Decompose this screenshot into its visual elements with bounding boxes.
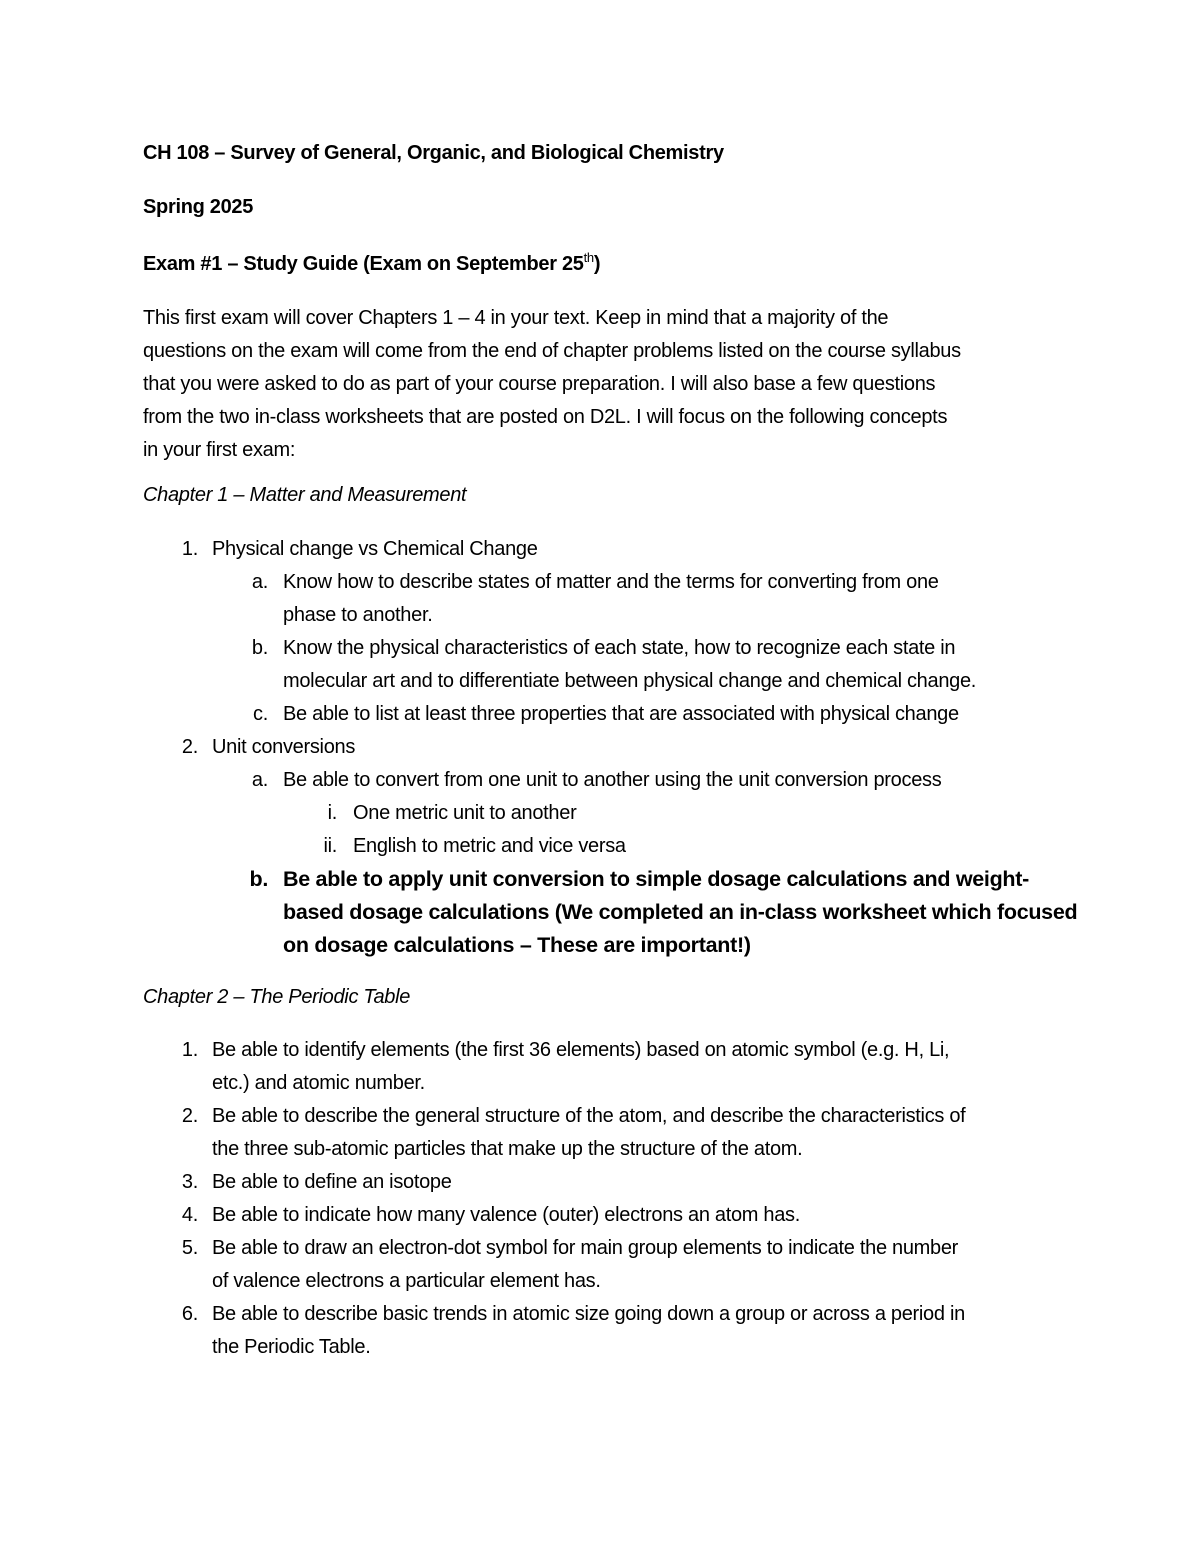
list-item-text: Be able to indicate how many valence (outer) electrons an atom has.: [212, 1204, 801, 1226]
sub-item-text: Know how to describe states of matter and the terms for converting from one: [283, 571, 939, 593]
list-number: 5.: [181, 1237, 198, 1259]
chapter2-heading: Chapter 2 – The Periodic Table: [143, 986, 411, 1008]
sub-item-text: Be able to list at least three properties that are associated with physical change: [283, 703, 959, 725]
chapter1-heading: Chapter 1 – Matter and Measurement: [143, 484, 467, 506]
course-title: CH 108 – Survey of General, Organic, and Biological Chemistry: [143, 142, 724, 164]
list-item-text: etc.) and atomic number.: [212, 1072, 425, 1094]
important-item-text: based dosage calculations (We completed an in-class worksheet which focused: [283, 900, 1078, 924]
list-number: 1.: [181, 1039, 198, 1061]
exam-heading-close: ): [593, 253, 601, 275]
roman-numeral: i.: [327, 802, 337, 824]
list-item-text: of valence electrons a particular element has.: [212, 1270, 601, 1292]
list-number: 2.: [181, 736, 198, 758]
intro-paragraph: [143, 302, 1063, 467]
exam-heading-superscript: th: [583, 250, 594, 265]
list-item-text: the Periodic Table.: [212, 1336, 371, 1358]
sub-letter-bold: b.: [249, 867, 268, 891]
sub-item-text: Be able to convert from one unit to another using the unit conversion process: [283, 769, 942, 791]
roman-item-text: English to metric and vice versa: [353, 835, 626, 857]
list-number: 4.: [181, 1204, 198, 1226]
list-item-text: Be able to describe basic trends in atomic size going down a group or across a period in: [212, 1303, 965, 1325]
roman-item-text: One metric unit to another: [353, 802, 577, 824]
intro-line: questions on the exam will come from the end of chapter problems listed on the course syllabus: [143, 340, 961, 362]
list-item-text: Be able to identify elements (the first 36 elements) based on atomic symbol (e.g. H, Li,: [212, 1039, 950, 1061]
intro-line: in your first exam:: [143, 439, 296, 461]
list-item-text: Be able to describe the general structure of the atom, and describe the characteristics of: [212, 1105, 966, 1127]
sub-letter: a.: [251, 571, 268, 593]
important-item-text: on dosage calculations – These are important!): [283, 933, 751, 957]
semester-label: Spring 2025: [143, 196, 254, 218]
list-item-text: Be able to define an isotope: [212, 1171, 452, 1193]
list-item-text: Unit conversions: [212, 736, 356, 758]
sub-letter: c.: [253, 703, 268, 725]
intro-line: that you were asked to do as part of your course preparation. I will also base a few questions: [143, 373, 936, 395]
list-item-text: Physical change vs Chemical Change: [212, 538, 538, 560]
list-number: 1.: [181, 538, 198, 560]
roman-numeral: ii.: [323, 835, 337, 857]
intro-line: This first exam will cover Chapters 1 – 4 in your text. Keep in mind that a majority of the: [143, 307, 889, 329]
sub-item-text: Know the physical characteristics of each state, how to recognize each state in: [283, 637, 956, 659]
exam-heading: [143, 250, 600, 276]
exam-heading-text: Exam #1 – Study Guide (Exam on September 25: [143, 253, 584, 275]
list-number: 3.: [181, 1171, 198, 1193]
list-item-text: Be able to draw an electron-dot symbol for main group elements to indicate the number: [212, 1237, 959, 1259]
important-item-text: Be able to apply unit conversion to simple dosage calculations and weight-: [283, 867, 1029, 891]
intro-line: from the two in-class worksheets that are posted on D2L. I will focus on the following concepts: [143, 406, 948, 428]
list-number: 2.: [181, 1105, 198, 1127]
sub-item-text: phase to another.: [283, 604, 433, 626]
list-number: 6.: [181, 1303, 198, 1325]
list-item-text: the three sub-atomic particles that make up the structure of the atom.: [212, 1138, 803, 1160]
sub-letter: b.: [251, 637, 268, 659]
sub-letter: a.: [251, 769, 268, 791]
sub-item-text: molecular art and to differentiate between physical change and chemical change.: [283, 670, 977, 692]
